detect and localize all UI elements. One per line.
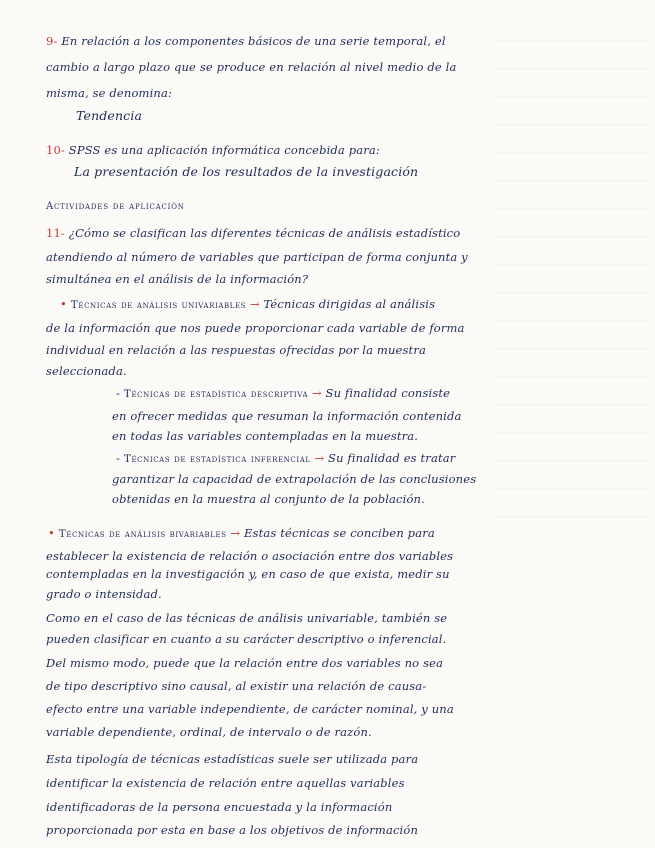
q9-line-1 [46, 34, 446, 48]
para3-line-1: Esta tipología de técnicas estadísticas suele ser utilizada para [46, 752, 419, 766]
biv-line-2: contempladas en la investigación y, en caso de que exista, medir su [46, 567, 450, 581]
desc-arrow: → [311, 386, 322, 400]
univ-line-1: de la información que nos puede proporcionar cada variable de forma [46, 321, 465, 335]
para1-line-1: Como en el caso de las técnicas de análisis univariable, también se [46, 611, 448, 625]
univ-header-line [60, 297, 435, 311]
bleed-through [497, 40, 647, 540]
q10-answer: La presentación de los resultados de la investigación [74, 164, 419, 179]
biv-title: Técnicas de análisis bivariables [58, 528, 227, 540]
biv-line-1: establecer la existencia de relación o asociación entre dos variables [46, 549, 454, 563]
biv-header-line [48, 526, 435, 540]
para3-line-3: identificadoras de la persona encuestada y la información [46, 800, 393, 814]
biv-arrow: → [230, 526, 241, 540]
q11-number: 11- [46, 226, 65, 240]
desc-title: Técnicas de estadística descriptiva [123, 388, 309, 400]
biv-line-3: grado o intensidad. [46, 587, 162, 601]
biv-text-first: Estas técnicas se conciben para [244, 526, 435, 540]
inf-title: Técnicas de estadística inferencial [123, 453, 311, 465]
section-title: Actividades de aplicación [46, 201, 185, 212]
q10-number: 10- [46, 143, 65, 157]
desc-line-2: en todas las variables contempladas en la muestra. [112, 429, 419, 443]
inf-dash: - [116, 451, 121, 465]
univ-text-first: Técnicas dirigidas al análisis [263, 297, 436, 311]
inf-header-line [116, 451, 455, 465]
q10-text: SPSS es una aplicación informática concebida para: [68, 143, 380, 157]
univ-arrow: → [249, 297, 260, 311]
inf-text-first: Su finalidad es tratar [328, 451, 456, 465]
desc-text-first: Su finalidad consiste [325, 386, 451, 400]
para2-line-3: efecto entre una variable independiente, de carácter nominal, y una [46, 702, 454, 716]
inf-arrow: → [314, 451, 325, 465]
inf-line-2: obtenidas en la muestra al conjunto de la población. [112, 492, 425, 506]
para2-line-2: de tipo descriptivo sino causal, al existir una relación de causa- [46, 679, 427, 693]
desc-line-1: en ofrecer medidas que resuman la información contenida [112, 409, 462, 423]
q9-number: 9- [46, 34, 58, 48]
q11-line-2: atendiendo al número de variables que participan de forma conjunta y [46, 250, 468, 264]
q11-line-3: simultánea en el análisis de la información? [46, 272, 309, 286]
q9-line-3: misma, se denomina: [46, 86, 172, 100]
desc-header-line [116, 386, 450, 400]
q9-line-2: cambio a largo plazo que se produce en relación al nivel medio de la [46, 60, 457, 74]
univ-line-2: individual en relación a las respuestas ofrecidas por la muestra [46, 343, 426, 357]
univ-title: Técnicas de análisis univariables [70, 299, 247, 311]
q10-line-1 [46, 143, 380, 157]
q9-answer: Tendencia [76, 108, 143, 123]
q11-text-1: ¿Cómo se clasifican las diferentes técnicas de análisis estadístico [68, 226, 461, 240]
inf-line-1: garantizar la capacidad de extrapolación de las conclusiones [112, 472, 477, 486]
q9-text-1: En relación a los componentes básicos de una serie temporal, el [61, 34, 446, 48]
para3-line-4: proporcionada por esta en base a los objetivos de información [46, 823, 419, 837]
para2-line-1: Del mismo modo, puede que la relación entre dos variables no sea [46, 656, 444, 670]
biv-bullet: • [48, 526, 55, 540]
q11-line-1 [46, 226, 460, 240]
desc-dash: - [116, 386, 121, 400]
para1-line-2: pueden clasificar en cuanto a su carácter descriptivo o inferencial. [46, 632, 447, 646]
para2-line-4: variable dependiente, ordinal, de intervalo o de razón. [46, 725, 372, 739]
para3-line-2: identificar la existencia de relación entre aquellas variables [46, 776, 405, 790]
univ-bullet: • [60, 297, 67, 311]
univ-line-3: seleccionada. [46, 364, 127, 378]
